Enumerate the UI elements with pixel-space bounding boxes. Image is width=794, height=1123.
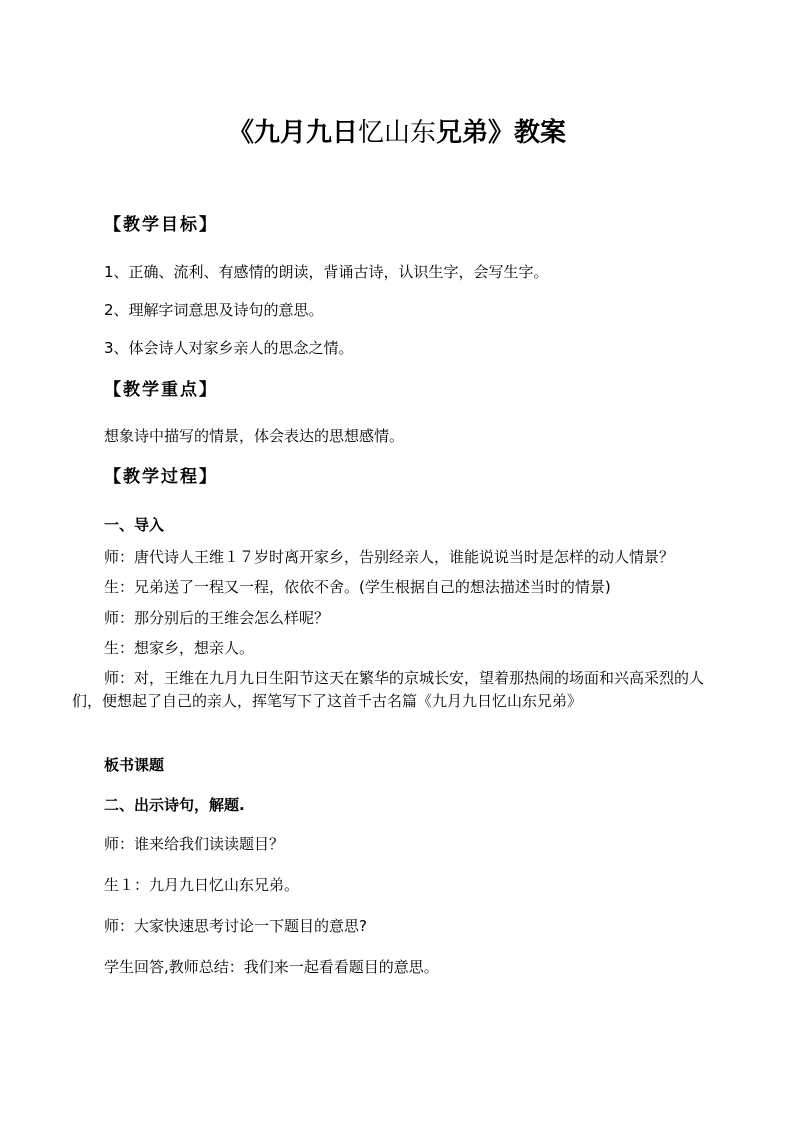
dialogue-line: 师：唐代诗人王维１７岁时离开家乡，告别经亲人，谁能说说当时是怎样的动人情景？	[104, 548, 675, 566]
dialogue-line: 师：大家快速思考讨论一下题目的意思?	[104, 917, 367, 935]
step-2-heading: 二、出示诗句，解题.	[104, 796, 245, 814]
goals-heading: 【教学目标】	[104, 215, 218, 235]
step-1-heading: 一、导入	[104, 516, 165, 534]
dialogue-line: 生１：九月九日忆山东兄弟。	[104, 876, 300, 894]
dialogue-line: 生：兄弟送了一程又一程，依依不舍。(学生根据自己的想法描述当时的情景)	[104, 578, 611, 596]
process-heading: 【教学过程】	[104, 467, 218, 487]
goal-item-2: 2、理解字词意思及诗句的意思。	[104, 301, 324, 319]
dialogue-line: 生：想家乡，想亲人。	[104, 639, 255, 657]
document-title	[0, 112, 794, 149]
summary-line: 学生回答,教师总结：我们来一起看看题目的意思。	[104, 958, 439, 976]
dialogue-line: 师：谁来给我们读读题目？	[104, 835, 285, 853]
title-part-2: 忆山东	[357, 118, 436, 148]
goal-item-3: 3、体会诗人对家乡亲人的思念之情。	[104, 339, 354, 357]
goal-item-1: 1、正确、流利、有感情的朗读，背诵古诗，认识生字，会写生字。	[104, 263, 549, 281]
board-title-note: 板书课题	[104, 756, 165, 774]
title-part-3: 兄弟》教案	[436, 118, 567, 148]
teacher-paragraph: 师：对，王维在九月九日生阳节这天在繁华的京城长安，望着那热闹的场面和兴高采烈的人们，便想起了自己的亲人，挥笔写下了这首千古名篇《九月九日忆山东兄弟》	[72, 669, 705, 710]
focus-text: 想象诗中描写的情景，体会表达的思想感情。	[104, 427, 405, 445]
dialogue-line: 师：那分别后的王维会怎么样呢？	[104, 609, 330, 627]
focus-heading: 【教学重点】	[104, 380, 218, 400]
title-part-1: 《九月九日	[227, 118, 358, 148]
